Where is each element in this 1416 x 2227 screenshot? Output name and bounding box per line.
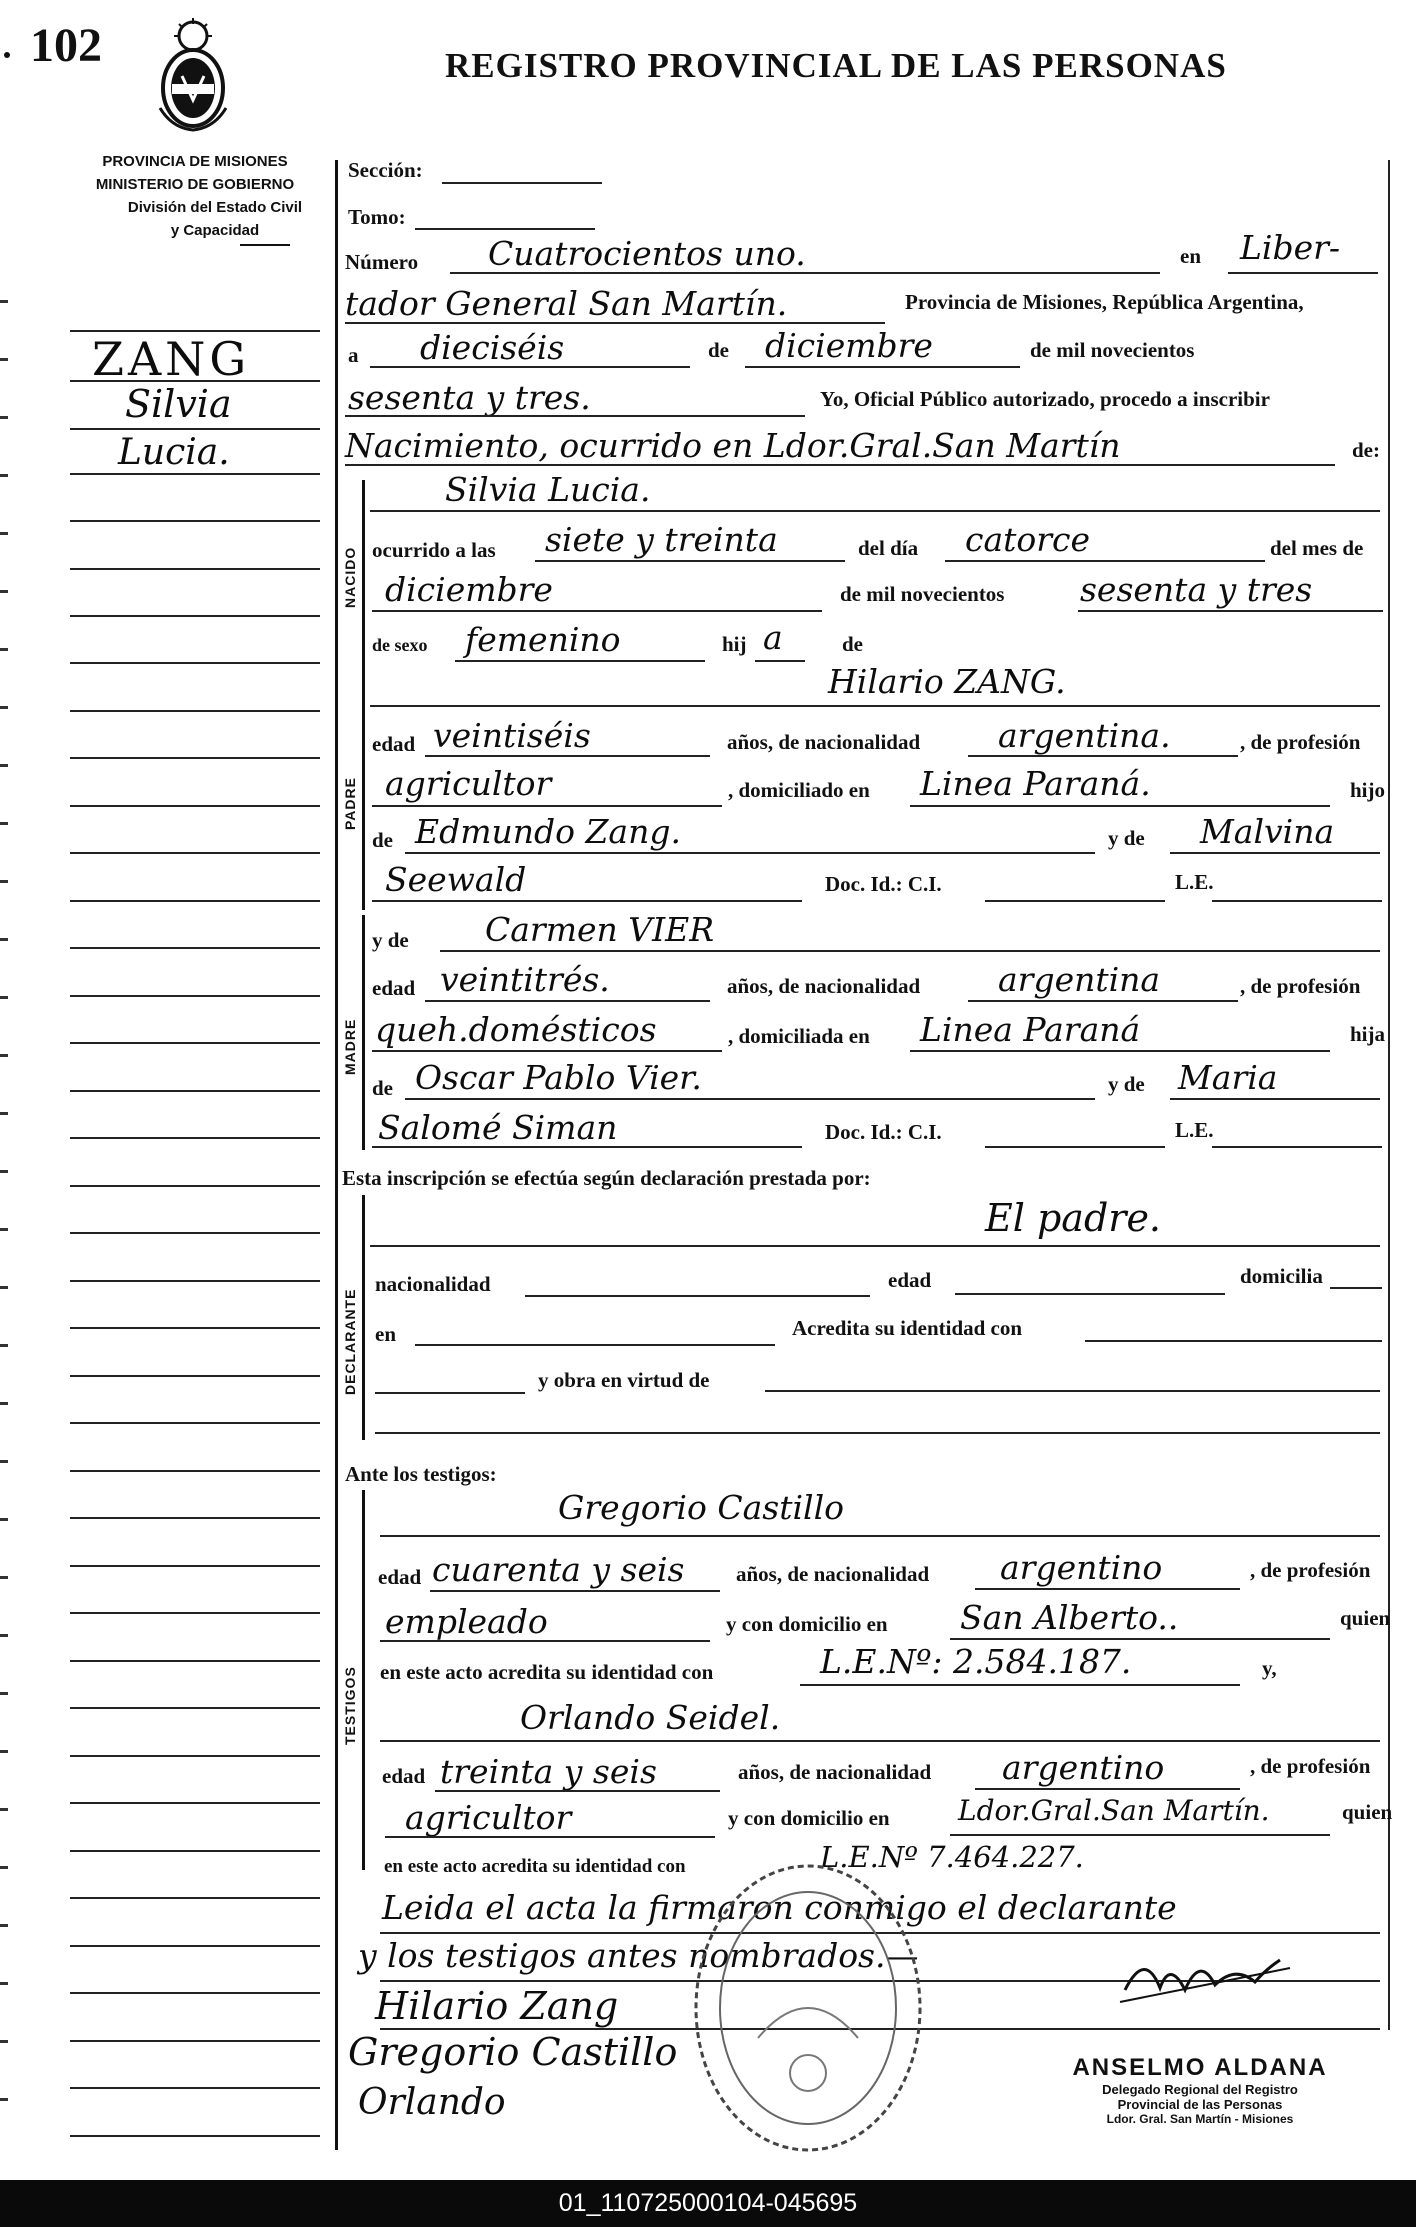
- father-yde-label: y de: [1108, 826, 1145, 850]
- year-value: sesenta y tres.: [348, 378, 591, 417]
- margin-rule: [70, 428, 320, 430]
- w2-nac-label: años, de nacionalidad: [738, 1760, 932, 1784]
- w2-edad-label: edad: [382, 1764, 426, 1788]
- side-label-testigos: TESTIGOS: [342, 1666, 358, 1745]
- margin-rule: [70, 1042, 320, 1044]
- witness1-profession-value: empleado: [385, 1602, 548, 1641]
- del-dia-label: del día: [858, 536, 919, 560]
- mother-hija-label: hija: [1350, 1022, 1386, 1046]
- decl-age-field: [955, 1293, 1225, 1295]
- closing-line1: Leida el acta la firmaron conmigo el declarante: [382, 1888, 1177, 1927]
- paternal-grandmother-b-value: Seewald: [385, 860, 527, 899]
- witness2-domicile-field: [950, 1834, 1330, 1836]
- maternal-grandmother-a-value: Maria: [1178, 1058, 1278, 1097]
- margin-middlename: Lucia.: [118, 432, 230, 473]
- margin-rule: [70, 473, 320, 475]
- witness1-name-field: [380, 1535, 1380, 1537]
- birth-month-value: diciembre: [385, 570, 553, 609]
- birth-day-field: [945, 560, 1265, 562]
- mother-domicile-field: [910, 1050, 1330, 1052]
- dot-mark: [4, 52, 10, 58]
- w1-quien-label: quien: [1340, 1606, 1391, 1630]
- margin-rule: [70, 520, 320, 522]
- margin-rule: [70, 757, 320, 759]
- father-age-value: veintiséis: [433, 716, 591, 755]
- witness2-profession-field: [385, 1836, 715, 1838]
- coat-of-arms-icon: [152, 16, 234, 134]
- hij-field: [755, 660, 805, 662]
- margin-rule: [70, 1945, 320, 1947]
- numero-label: Número: [345, 250, 419, 274]
- paternal-grandmother-a-value: Malvina: [1200, 812, 1335, 851]
- decl-en-label: en: [375, 1322, 396, 1346]
- father-hijo-label: hijo: [1350, 778, 1386, 802]
- father-doc-field: [985, 900, 1165, 902]
- margin-rule: [70, 805, 320, 807]
- witness2-nationality-value: argentino: [1002, 1748, 1165, 1787]
- father-edad-label: edad: [372, 732, 416, 756]
- father-domicile-value: Linea Paraná.: [920, 764, 1151, 803]
- province-label: Provincia de Misiones, República Argentina,: [905, 290, 1304, 314]
- father-dom-label: , domiciliado en: [728, 778, 870, 802]
- margin-rule: [70, 947, 320, 949]
- father-profession-value: agricultor: [385, 764, 552, 803]
- child-name-value: Silvia Lucia.: [445, 470, 651, 509]
- place-part2: tador General San Martín.: [345, 284, 788, 323]
- paternal-grandmother-field-a: [1170, 852, 1380, 854]
- side-label-nacido: NACIDO: [342, 546, 358, 608]
- page-number: 102: [30, 19, 102, 72]
- father-name-value: Hilario ZANG.: [828, 662, 1066, 701]
- side-label-madre: MADRE: [342, 1018, 358, 1075]
- w2-dom-label: y con domicilio en: [728, 1806, 890, 1830]
- father-nationality-field: [968, 755, 1238, 757]
- decl-extra-field: [375, 1432, 1380, 1434]
- margin-rule: [70, 1660, 320, 1662]
- mother-age-field: [425, 1000, 710, 1002]
- paternal-grandfather-value: Edmundo Zang.: [415, 812, 681, 851]
- madre-bar: [362, 915, 365, 1150]
- margin-rule: [70, 2040, 320, 2042]
- side-label-declarante: DECLARANTE: [342, 1288, 358, 1395]
- margin-rule: [70, 1090, 320, 1092]
- closing-line2: y los testigos antes nombrados.—: [358, 1936, 919, 1975]
- birth-hour-value: siete y treinta: [545, 520, 778, 559]
- birth-year-value: sesenta y tres: [1080, 570, 1313, 609]
- stamp-name: ANSELMO ALDANA: [1072, 2054, 1328, 2081]
- mother-profession-value: queh.domésticos: [375, 1010, 657, 1049]
- mother-domicile-value: Linea Paraná: [920, 1010, 1141, 1049]
- decl-domicilia-label: domicilia: [1240, 1264, 1323, 1288]
- decl-domicilia-field: [1330, 1287, 1382, 1289]
- seccion-label: Sección:: [348, 158, 423, 182]
- day-value: dieciséis: [420, 328, 565, 367]
- w1-y-label: y,: [1262, 1656, 1277, 1680]
- margin-rule: [70, 662, 320, 664]
- witnesses-label: Ante los testigos:: [345, 1462, 497, 1486]
- mother-name-field: [440, 950, 1380, 952]
- padre-bar: [362, 680, 365, 910]
- place-part1: Liber-: [1240, 228, 1341, 267]
- right-border: [1388, 160, 1390, 2030]
- stamp-line1: Delegado Regional del Registro: [1102, 2082, 1298, 2097]
- official-signature: [1115, 1940, 1295, 2020]
- margin-rule: [70, 380, 320, 382]
- mother-prof-label: , de profesión: [1240, 974, 1361, 998]
- year-field: [345, 415, 805, 417]
- father-profession-field: [372, 805, 722, 807]
- sex-field: [455, 660, 705, 662]
- w1-dom-label: y con domicilio en: [726, 1612, 888, 1636]
- mother-yde2-label: y de: [1108, 1072, 1145, 1096]
- decl-acredita-field: [1085, 1340, 1382, 1342]
- decl-obra-field: [765, 1390, 1380, 1392]
- mother-edad-label: edad: [372, 976, 416, 1000]
- a-label: a: [348, 343, 359, 367]
- witness1-nationality-field: [975, 1588, 1240, 1590]
- margin-rule: [70, 615, 320, 617]
- father-le-field: [1212, 900, 1382, 902]
- w2-quien-label: quien: [1342, 1800, 1393, 1824]
- decl-obra-pre-field: [375, 1392, 525, 1394]
- maternal-grandmother-field-b: [372, 1146, 802, 1148]
- nacido-bar: [362, 480, 365, 680]
- round-seal-icon: [688, 1858, 928, 2158]
- mother-doc-label: Doc. Id.: C.I.: [825, 1120, 942, 1144]
- signature-orlando: Orlando: [358, 2082, 506, 2123]
- witness2-name-value: Orlando Seidel.: [520, 1698, 781, 1737]
- margin-rule: [70, 1992, 320, 1994]
- witness1-name-value: Gregorio Castillo: [558, 1488, 844, 1527]
- margin-rule: [70, 1755, 320, 1757]
- org-underline: [240, 244, 290, 246]
- margin-rule: [70, 1707, 320, 1709]
- mother-de-label: de: [372, 1076, 393, 1100]
- declarante-bar: [362, 1195, 365, 1440]
- margin-rule: [70, 568, 320, 570]
- margin-rule: [70, 852, 320, 854]
- paternal-grandmother-field-b: [372, 900, 802, 902]
- signature-hilario: Hilario Zang: [375, 1984, 619, 2028]
- numero-value: Cuatrocientos uno.: [488, 234, 806, 273]
- w1-edad-label: edad: [378, 1565, 422, 1589]
- del-mes-label: del mes de: [1270, 536, 1364, 560]
- margin-rule: [70, 1422, 320, 1424]
- witness2-profession-value: agricultor: [405, 1798, 572, 1837]
- hij-suffix-value: a: [763, 618, 783, 657]
- seccion-field: [442, 182, 602, 184]
- margin-ticks: [0, 300, 8, 2150]
- father-prof-label: , de profesión: [1240, 730, 1361, 754]
- maternal-grandmother-field-a: [1170, 1098, 1380, 1100]
- witness1-age-field: [430, 1590, 720, 1592]
- margin-firstname: Silvia: [125, 382, 232, 426]
- hij-label: hij: [722, 632, 747, 656]
- child-name-field: [370, 510, 1380, 512]
- witness1-profession-field: [380, 1640, 710, 1642]
- father-nationality-value: argentina.: [998, 716, 1171, 755]
- decl-acredita-label: Acredita su identidad con: [792, 1316, 1023, 1340]
- mother-profession-field: [372, 1050, 722, 1052]
- margin-rule: [70, 1802, 320, 1804]
- declarant-field: [370, 1245, 1380, 1247]
- birth-hour-field: [535, 560, 845, 562]
- margin-rule: [70, 1232, 320, 1234]
- signature-gregorio: Gregorio Castillo: [348, 2030, 678, 2074]
- decl-edad-label: edad: [888, 1268, 932, 1292]
- stamp-line2: Provincial de las Personas: [1117, 2097, 1283, 2112]
- decl-obra-label: y obra en virtud de: [538, 1368, 710, 1392]
- mother-nationality-value: argentina: [998, 960, 1161, 999]
- document-id-bar: 01_110725000104-045695: [0, 2180, 1416, 2227]
- witness1-doc-field: [800, 1684, 1240, 1686]
- tomo-label: Tomo:: [348, 205, 406, 229]
- place-field-a: [1228, 272, 1378, 274]
- w1-nac-label: años, de nacionalidad: [736, 1562, 930, 1586]
- father-doc-label: Doc. Id.: C.I.: [825, 872, 942, 896]
- org-capacity: y Capacidad: [170, 222, 260, 239]
- witness1-domicile-value: San Alberto..: [960, 1598, 1179, 1637]
- margin-rule: [70, 1327, 320, 1329]
- mother-name-value: Carmen VIER: [485, 910, 715, 949]
- act-value: Nacimiento, ocurrido en Ldor.Gral.San Martín: [345, 426, 1121, 465]
- witness1-doc-value: L.E.Nº: 2.584.187.: [820, 1642, 1132, 1681]
- witness1-nationality-value: argentino: [1000, 1548, 1163, 1587]
- sex-value: femenino: [465, 620, 621, 659]
- margin-rule: [70, 995, 320, 997]
- official-label: Yo, Oficial Público autorizado, procedo a inscribir: [820, 387, 1270, 411]
- mother-le-label: L.E.: [1175, 1118, 1214, 1142]
- org-ministry: MINISTERIO DE GOBIERNO: [95, 176, 295, 193]
- witness2-age-value: treinta y seis: [440, 1752, 657, 1791]
- birth-day-value: catorce: [965, 520, 1091, 559]
- witness2-doc-value: L.E.Nº 7.464.227.: [820, 1840, 1084, 1874]
- stamp-line3: Ldor. Gral. San Martín - Misiones: [1106, 2112, 1294, 2126]
- de-colon-label: de:: [1352, 438, 1380, 462]
- margin-rule: [70, 710, 320, 712]
- de-mil2-label: de mil novecientos: [840, 582, 1005, 606]
- margin-rule: [70, 1850, 320, 1852]
- maternal-grandmother-b-value: Salomé Siman: [378, 1108, 618, 1147]
- margin-rule: [70, 1612, 320, 1614]
- witness2-domicile-value: Ldor.Gral.San Martín.: [958, 1794, 1270, 1827]
- father-age-field: [425, 755, 710, 757]
- de-mil-label: de mil novecientos: [1030, 338, 1195, 362]
- paternal-grandfather-field: [405, 852, 1095, 854]
- ocurrido-label: ocurrido a las: [372, 538, 496, 562]
- place-field-b: [345, 322, 885, 324]
- sexo-label: de sexo: [372, 635, 428, 655]
- org-division: División del Estado Civil: [127, 199, 303, 216]
- witness2-name-field: [380, 1740, 1380, 1742]
- father-name-field: [370, 705, 1380, 707]
- declarant-value: El padre.: [985, 1196, 1162, 1240]
- en-label: en: [1180, 244, 1201, 268]
- act-field: [345, 464, 1335, 466]
- column-divider: [335, 160, 338, 2150]
- decl-nacionalidad-label: nacionalidad: [375, 1272, 491, 1296]
- page-title: REGISTRO PROVINCIAL DE LAS PERSONAS: [445, 46, 1227, 85]
- witness1-age-value: cuarenta y seis: [432, 1550, 685, 1589]
- father-de-label: de: [372, 828, 393, 852]
- father-nac-label: años, de nacionalidad: [727, 730, 921, 754]
- side-label-padre: PADRE: [342, 777, 358, 830]
- margin-rule: [70, 1470, 320, 1472]
- de-label: de: [708, 338, 729, 362]
- witness2-nationality-field: [975, 1788, 1240, 1790]
- w2-prof-label: , de profesión: [1250, 1754, 1371, 1778]
- margin-surname: ZANG: [92, 332, 251, 386]
- maternal-grandfather-value: Oscar Pablo Vier.: [415, 1058, 702, 1097]
- mother-dom-label: , domiciliada en: [728, 1024, 870, 1048]
- decl-nationality-field: [525, 1295, 870, 1297]
- margin-rule: [70, 1280, 320, 1282]
- margin-rule: [70, 1565, 320, 1567]
- witness2-age-field: [435, 1790, 720, 1792]
- issuing-authority: [70, 150, 320, 246]
- mother-age-value: veintitrés.: [440, 960, 610, 999]
- month-field: [745, 366, 1020, 368]
- testigos-bar: [362, 1490, 365, 1870]
- org-province: PROVINCIA DE MISIONES: [102, 153, 288, 170]
- mother-nac-label: años, de nacionalidad: [727, 974, 921, 998]
- tomo-field: [415, 228, 595, 230]
- birth-month-field: [372, 610, 822, 612]
- margin-rule: [70, 1897, 320, 1899]
- mother-yde-label: y de: [372, 928, 409, 952]
- declaration-label: Esta inscripción se efectúa según declaración prestada por:: [342, 1166, 871, 1190]
- w1-prof-label: , de profesión: [1250, 1558, 1371, 1582]
- month-value: diciembre: [765, 326, 933, 365]
- day-field: [370, 366, 690, 368]
- mother-nationality-field: [968, 1000, 1238, 1002]
- margin-rule: [70, 1137, 320, 1139]
- margin-rule: [70, 2135, 320, 2137]
- witness1-domicile-field: [950, 1638, 1330, 1640]
- margin-rule: [70, 1517, 320, 1519]
- w1-acto-label: en este acto acredita su identidad con: [380, 1660, 714, 1684]
- maternal-grandfather-field: [405, 1098, 1095, 1100]
- official-stamp: [1040, 2054, 1360, 2126]
- father-domicile-field: [910, 805, 1330, 807]
- margin-rule: [70, 900, 320, 902]
- margin-rule: [70, 1375, 320, 1377]
- hij-de-label: de: [842, 632, 863, 656]
- numero-field: [450, 272, 1160, 274]
- decl-en-field: [415, 1344, 775, 1346]
- mother-doc-field: [985, 1146, 1165, 1148]
- father-le-label: L.E.: [1175, 870, 1214, 894]
- w2-acto-label: en este acto acredita su identidad con: [384, 1856, 686, 1877]
- birth-year-field: [1078, 610, 1383, 612]
- margin-rule: [70, 330, 320, 332]
- mother-le-field: [1212, 1146, 1382, 1148]
- margin-rule: [70, 2087, 320, 2089]
- margin-rule: [70, 1185, 320, 1187]
